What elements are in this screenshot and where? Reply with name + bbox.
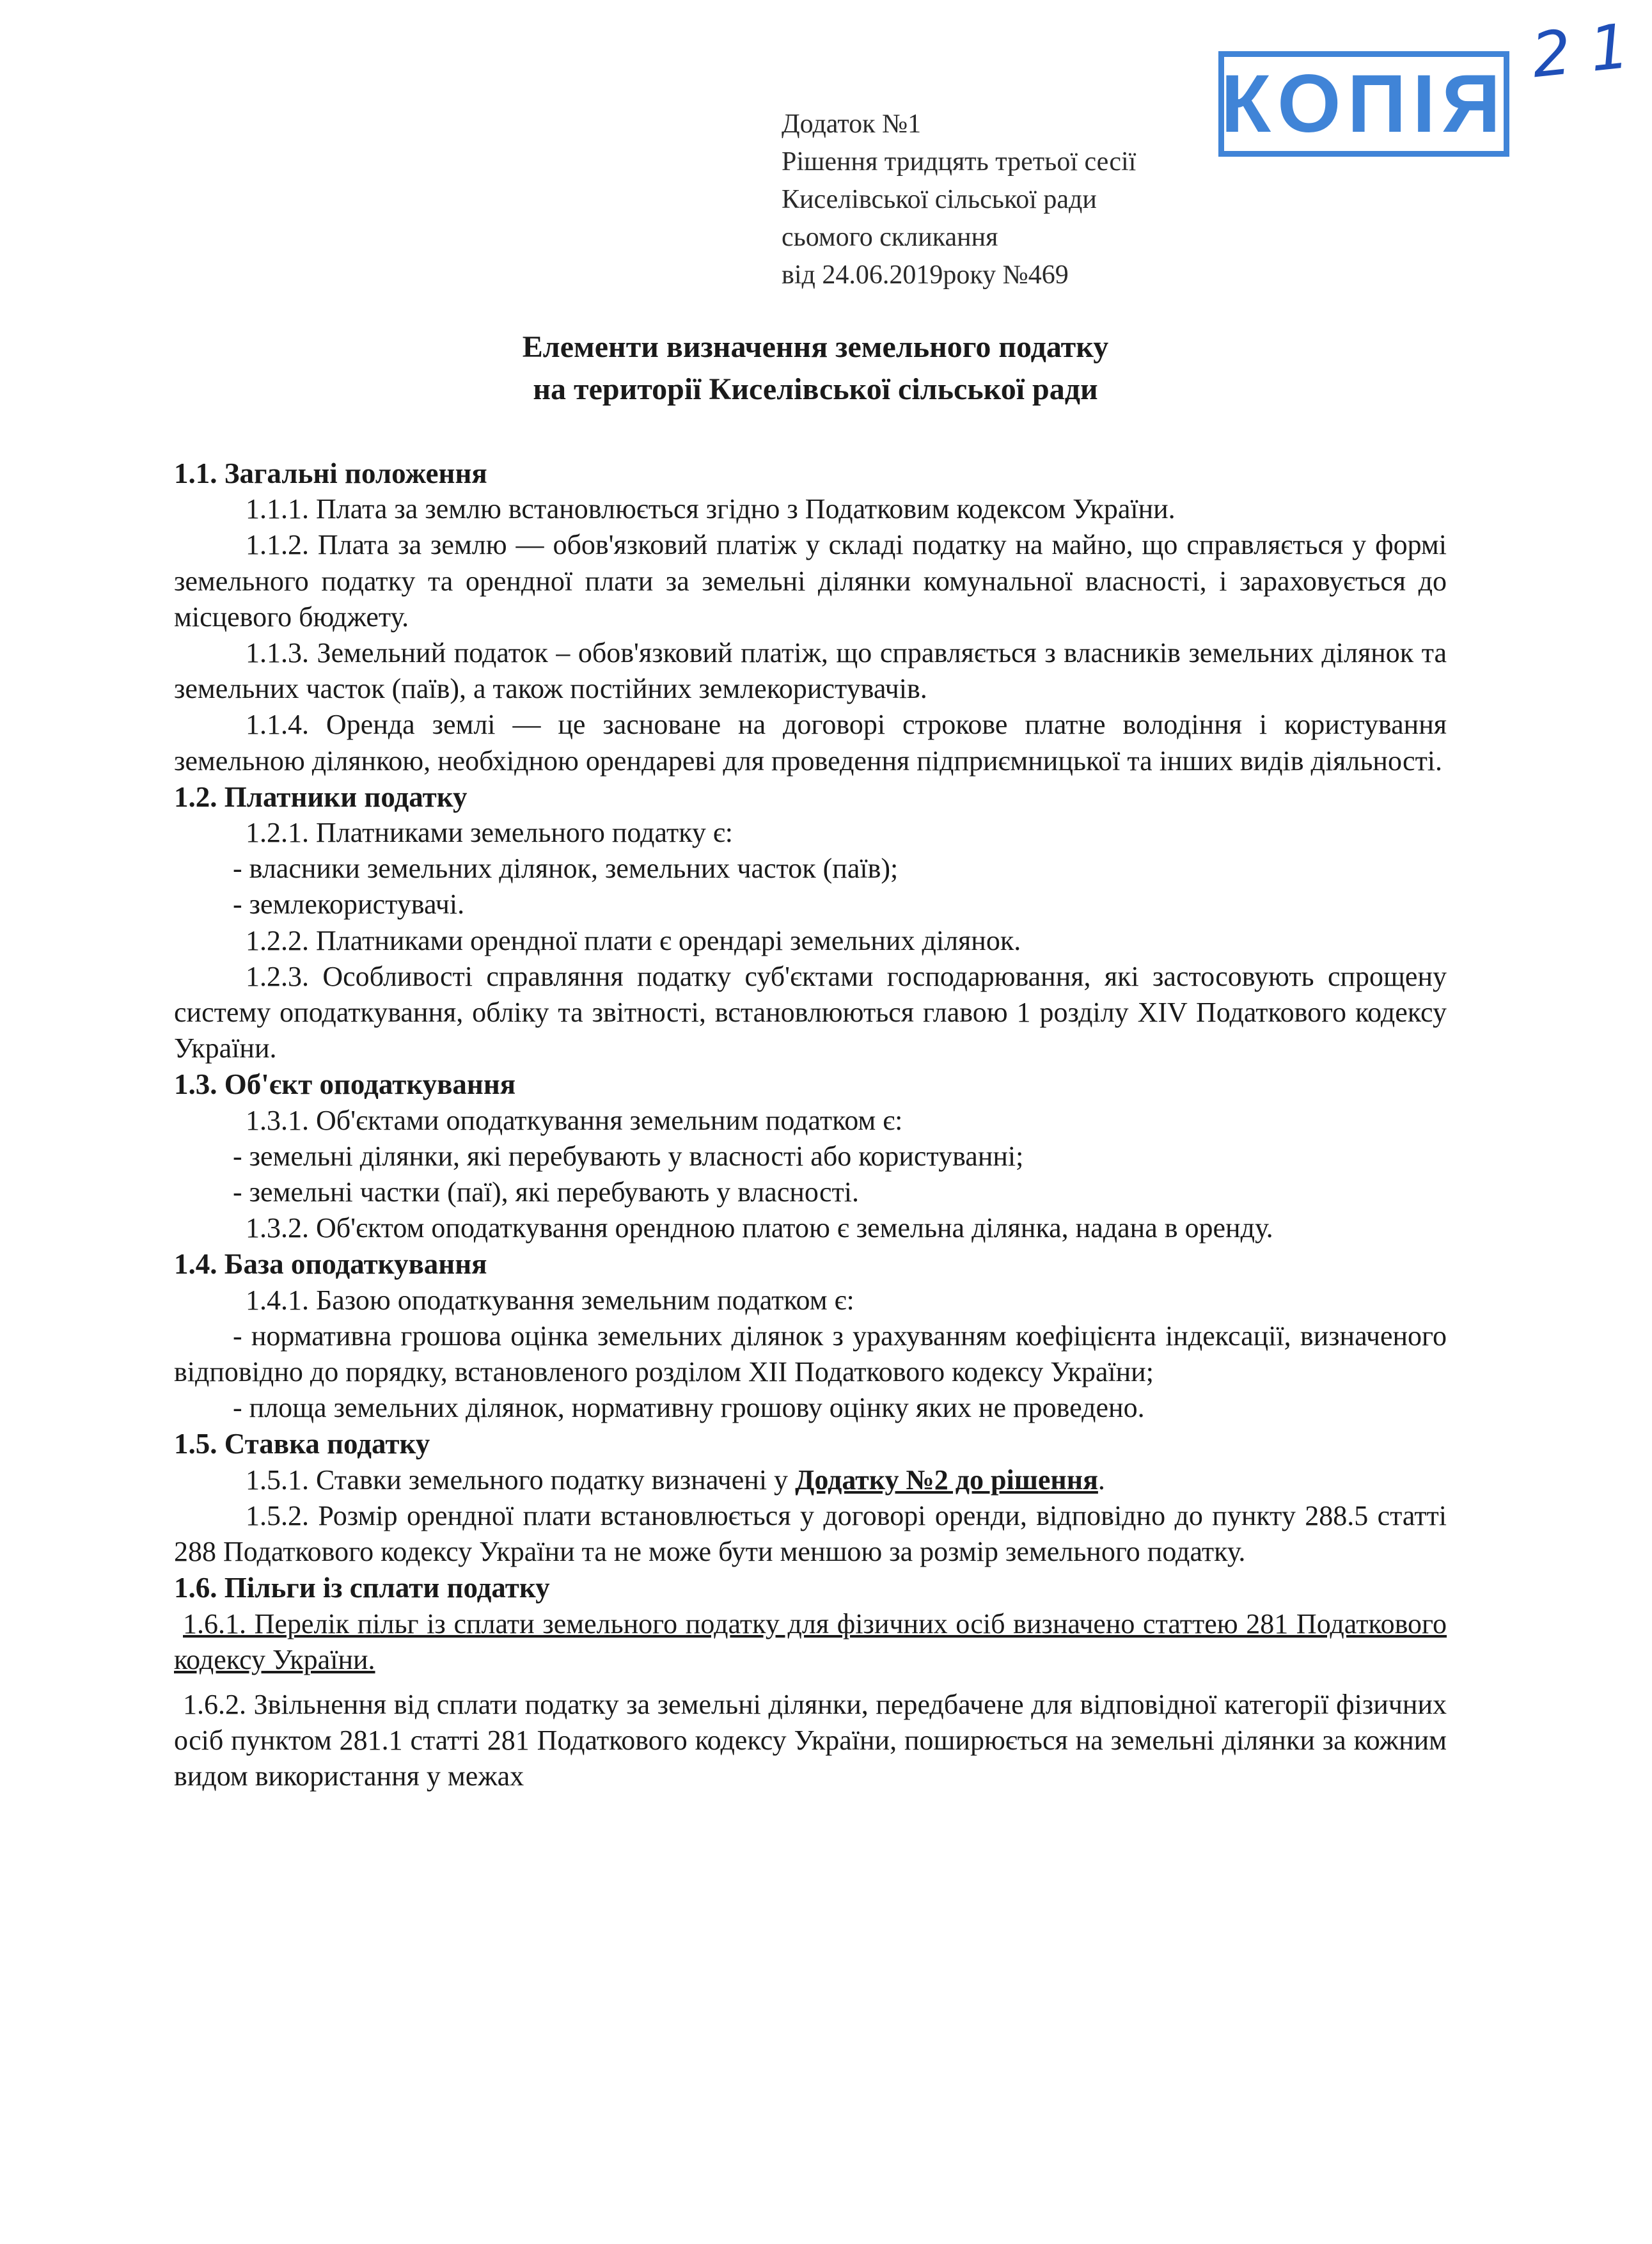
section-heading-payers: 1.2. Платники податку [174,780,468,813]
paragraph: 1.3.1. Об'єктами оподаткування земельним податком є: [246,1104,903,1136]
paragraph [174,1462,1447,1498]
paragraph: 1.1.3. Земельний податок – обов'язковий платіж, що справляється з власників земельних ділянок та земельних часток (паїв), а також постійних землекористувачів. [174,637,1447,705]
header-line: сьомого скликання [782,223,998,252]
header-line: Киселівської сільської ради [782,185,1097,214]
paragraph-end: . [1097,1464,1105,1496]
document-title [0,326,1631,411]
title-line-1: Елементи визначення земельного податку [522,330,1109,364]
list-item: - нормативна грошова оцінка земельних ділянок з урахуванням коефіцієнта індексації, визначеного відповідно до порядку, встановленого розділом XII Податкового кодексу України; [174,1320,1447,1388]
handwritten-page-number: 21 [1528,8,1652,92]
section-heading-general: 1.1. Загальні положення [174,457,487,489]
paragraph-text: 1.5.1. Ставки земельного податку визначені у [246,1464,796,1496]
paragraph: 1.4.1. Базою оподаткування земельним податком є: [246,1284,854,1316]
header-line: від 24.06.2019року №469 [782,260,1069,290]
appendix-2-reference: Додатку №2 до рішення [795,1464,1098,1496]
paragraph: 1.6.2. Звільнення від сплати податку за земельні ділянки, передбачене для відповідної категорії фізичних осіб пунктом 281.1 статті 281 Податкового кодексу України, поширюється на земельні ділянки за кожним видом використання у межах [174,1688,1447,1792]
paragraph: 1.2.1. Платниками земельного податку є: [246,817,734,849]
list-item: - власники земельних ділянок, земельних часток (паїв); [233,853,899,885]
list-item: - землекористувачі. [233,889,465,921]
paragraph: 1.3.2. Об'єктом оподаткування орендною платою є земельна ділянка, надана в оренду. [246,1212,1273,1244]
section-heading-object: 1.3. Об'єкт оподаткування [174,1068,516,1101]
paragraph: 1.5.2. Розмір орендної плати встановлюється у договорі оренди, відповідно до пункту 288.5 статті 288 Податкового кодексу України та не може бути меншою за розмір земельного податку. [174,1499,1447,1568]
copy-stamp: КОПІЯ [1218,51,1509,157]
paragraph: 1.2.3. Особливості справляння податку суб'єктами господарювання, які застосовують спрощену систему оподаткування, обліку та звітності, встановлюються главою 1 розділу XIV Податкового кодексу України. [174,960,1447,1064]
paragraph-underlined: 1.6.1. Перелік пільг із сплати земельного податку для фізичних осіб визначено статтею 281 Податкового кодексу України. [174,1608,1447,1675]
paragraph: 1.1.1. Плата за землю встановлюється згідно з Податковим кодексом України. [246,493,1176,525]
list-item: - земельні ділянки, які перебувають у власності або користуванні; [233,1140,1024,1172]
document-body [174,455,1447,1795]
appendix-header [782,106,1293,294]
title-line-2: на території Киселівської сільської ради [533,372,1098,406]
paragraph: 1.1.4. Оренда землі — це засноване на договорі строкове платне володіння і користування земельною ділянкою, необхідною орендареві для проведення підприємницької та інших видів діяльності. [174,709,1447,777]
section-heading-base: 1.4. База оподаткування [174,1248,487,1281]
list-item: - земельні частки (паї), які перебувають у власності. [233,1176,859,1208]
paragraph: 1.2.2. Платниками орендної плати є орендарі земельних ділянок. [246,924,1021,956]
paragraph: 1.1.2. Плата за землю — обов'язковий платіж у складі податку на майно, що справляється у формі земельного податку та орендної плати за земельні ділянки комунальної власності, і зараховується до місцевого бюджету. [174,529,1447,633]
header-line: Рішення тридцять третьої сесії [782,147,1137,177]
section-heading-benefits: 1.6. Пільги із сплати податку [174,1572,550,1604]
header-line: Додаток №1 [782,109,922,139]
list-item: - площа земельних ділянок, нормативну грошову оцінку яких не проведено. [233,1392,1145,1424]
section-heading-rate: 1.5. Ставка податку [174,1428,430,1460]
